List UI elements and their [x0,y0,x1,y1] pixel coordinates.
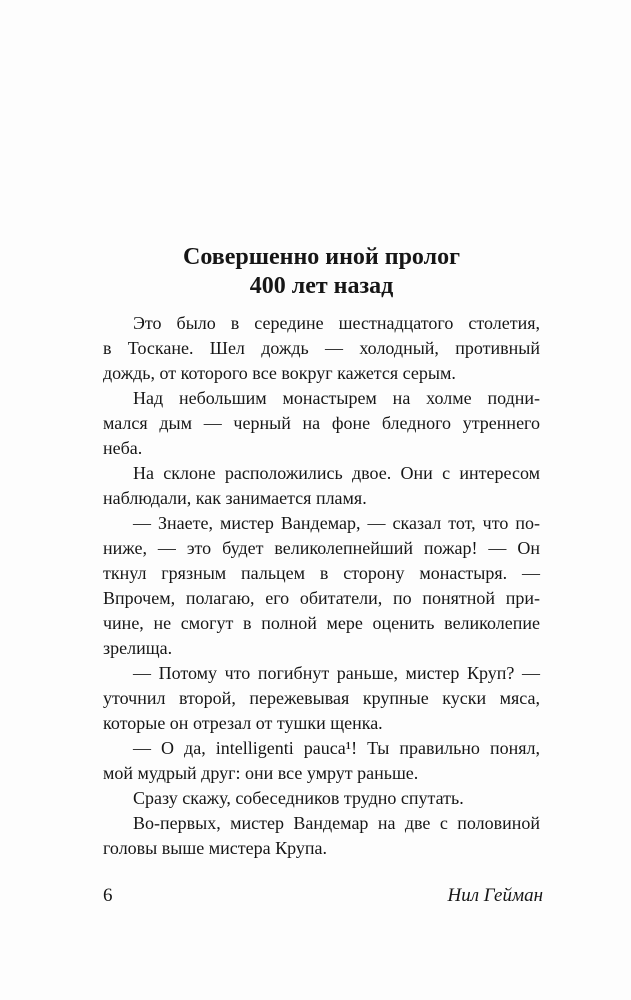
text-line: — О да, intelligenti pauca¹! Ты правильно понял, [133,738,540,758]
paragraph [103,311,540,386]
text-line: Впрочем, полагаю, его обитатели, по понятной при- [103,588,540,608]
paragraph [103,736,540,786]
text-line: На склоне расположились двое. Они с интересом [133,463,540,483]
paragraph [103,661,540,736]
text-line: уточнил второй, пережевывая крупные куски мяса, [103,688,540,708]
text-line: Во-первых, мистер Вандемар на две с половиной [133,813,540,833]
text-line: в Тоскане. Шел дождь — холодный, противный [103,338,540,358]
text-line: которые он отрезал от тушки щенка. [103,713,383,733]
paragraph [103,511,540,661]
paragraph [103,461,540,511]
text-line: — Знаете, мистер Вандемар, — сказал тот, что по- [133,513,540,533]
text-line: чине, не смогут в полной мере оценить великолепие [103,613,540,633]
text-line: ткнул грязным пальцем в сторону монастыря. — [103,563,540,583]
chapter-title-line1: Совершенно иной пролог [183,244,460,270]
body-text [103,311,540,861]
paragraph [103,786,540,811]
text-line: Сразу скажу, собеседников трудно спутать. [133,788,464,808]
text-line: неба. [103,438,143,458]
paragraph [103,386,540,461]
text-line: мался дым — черный на фоне бледного утреннего [103,413,540,433]
running-title: Нил Гейман [447,885,543,906]
text-line: мой мудрый друг: они все умрут раньше. [103,763,419,783]
text-line: — Потому что погибнут раньше, мистер Круп? — [133,663,540,683]
paragraph [103,811,540,861]
page-number: 6 [103,885,113,906]
text-line: Это было в середине шестнадцатого столетия, [133,313,540,333]
text-line: зрелища. [103,638,173,658]
chapter-title-line2: 400 лет назад [249,273,394,299]
page-footer [103,883,543,908]
text-line: головы выше мистера Крупа. [103,838,327,858]
text-line: наблюдали, как занимается пламя. [103,488,367,508]
text-line: Над небольшим монастырем на холме подни- [133,388,540,408]
text-line: дождь, от которого все вокруг кажется серым. [103,363,456,383]
text-line: ниже, — это будет великолепнейший пожар! — Он [103,538,540,558]
chapter-title [103,243,540,301]
